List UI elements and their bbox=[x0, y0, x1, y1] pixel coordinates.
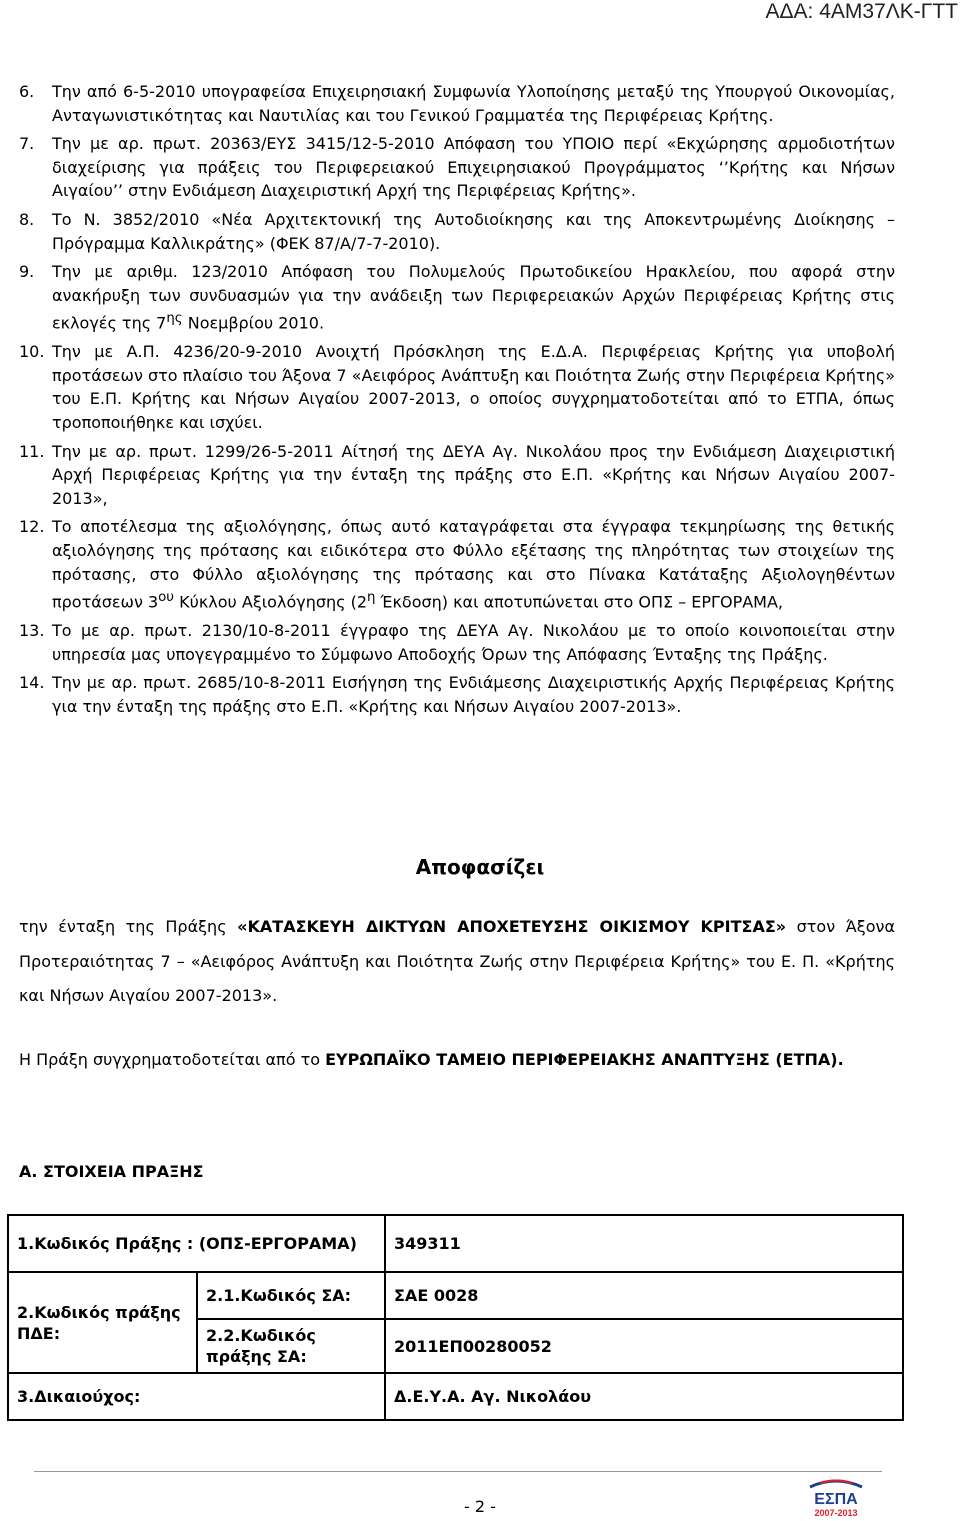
item-text: Το με αρ. πρωτ. 2130/10-8-2011 έγγραφο της ΔΕΥΑ Αγ. Νικολάου με το οποίο κοινοποιείται στην υπηρεσία μας υπογεγραμμένο το Σύμφωνο Αποδοχής Όρων της Απόφασης Ένταξης της Πράξης. bbox=[52, 621, 895, 664]
item-number: 12. bbox=[19, 517, 45, 537]
decision-text: την ένταξη της Πράξης bbox=[19, 917, 238, 936]
table-row bbox=[8, 1215, 903, 1272]
item-text: Την με Α.Π. 4236/20-9-2010 Ανοιχτή Πρόσκληση της Ε.Δ.Α. Περιφέρειας Κρήτης για υποβολή προτάσεων στο πλαίσιο του Άξονα 7 «Αειφόρος Ανάπτυξη και Ποιότητα Ζωής στην Περιφέρεια Κρήτης» του Ε.Π. Κρήτης και Νήσων Αιγαίου 2007-2013, ο οποίος συγχρηματοδοτείται από το ΕΤΠΑ, όπως τροποποιήθηκε και ισχύει. bbox=[52, 342, 895, 433]
item-number: 9. bbox=[19, 262, 35, 282]
item-number: 11. bbox=[19, 441, 45, 461]
item-text-part: Έκδοση) και αποτυπώνεται στο ΟΠΣ – ΕΡΓΟΡΑΜΑ, bbox=[375, 592, 783, 612]
decision-title: Αποφασίζει bbox=[415, 855, 545, 879]
table-cell-label: 3.Δικαιούχος: bbox=[8, 1373, 385, 1420]
page-number: - 2 - bbox=[464, 1497, 496, 1516]
ada-code: ΑΔΑ: 4ΑΜ37ΛΚ-ΓΤΤ bbox=[765, 0, 958, 23]
item-number: 14. bbox=[19, 673, 45, 693]
item-text bbox=[52, 515, 895, 614]
table-cell-label: 1.Κωδικός Πράξης : (ΟΠΣ-ΕΡΓΟΡΑΜΑ) bbox=[8, 1215, 385, 1272]
logo-years: 2007-2013 bbox=[814, 1508, 858, 1518]
item-text-part: Το αποτέλεσμα της αξιολόγησης, όπως αυτό καταγράφεται στα έγγραφα τεκμηρίωσης της θετικής αξιολόγησης της πρότασης και ειδικότερα στο Φύλλο εξέτασης της πληρότητας των στοιχείων της πρότασης, στο Φύλλο αξιολόγησης της πρότασης και στο Πίνακα Κατάταξης Αξιολογηθέντων προτάσεων 3 bbox=[52, 517, 895, 612]
superscript: η bbox=[367, 590, 376, 606]
espa-logo bbox=[806, 1474, 866, 1519]
item-text-part: Κύκλου Αξιολόγησης (2 bbox=[174, 592, 368, 612]
table-row bbox=[8, 1272, 903, 1319]
superscript: ης bbox=[166, 311, 183, 327]
decision-text: στον Άξονα Προτεραιότητας 7 – «Αειφόρος Ανάπτυξη και Ποιότητα Ζωής στην Περιφέρεια Κρήτης» του Ε. Π. «Κρήτης και Νήσων Αιγαίου 2007-2013». bbox=[19, 917, 896, 1005]
table-cell-label: 2.Κωδικός πράξης ΠΔΕ: bbox=[8, 1272, 197, 1373]
item-text: Την με αρ. πρωτ. 20363/ΕΥΣ 3415/12-5-2010 Απόφαση του ΥΠΟΙΟ περί «Εκχώρησης αρμοδιοτήτων διαχείρισης για πράξεις του Περιφερειακού Επιχειρησιακού Προγράμματος ‘’Κρήτης και Νήσων Αιγαίου’’ στην Ενδιάμεση Διαχειριστική Αρχή της Περιφέρειας Κρήτης». bbox=[52, 134, 895, 201]
list-item bbox=[19, 208, 895, 255]
item-text: Την με αρ. πρωτ. 1299/26-5-2011 Αίτησή της ΔΕΥΑ Αγ. Νικολάου προς την Ενδιάμεση Διαχειριστική Αρχή Περιφέρειας Κρήτης για την ένταξη της πράξης στο Ε.Π. «Κρήτης και Νήσων Αιγαίου 2007-2013», bbox=[52, 441, 895, 508]
footer-divider bbox=[34, 1471, 882, 1472]
considerations-list bbox=[19, 80, 895, 724]
table-cell-value: 2011ΕΠ00280052 bbox=[385, 1319, 903, 1373]
fund-name: ΕΥΡΩΠΑΪΚΟ ΤΑΜΕΙΟ ΠΕΡΙΦΕΡΕΙΑΚΗΣ ΑΝΑΠΤΥΞΗΣ (ΕΤΠΑ). bbox=[325, 1050, 844, 1069]
list-item bbox=[19, 515, 895, 614]
list-item bbox=[19, 619, 895, 666]
item-number: 13. bbox=[19, 621, 45, 641]
decision-paragraph bbox=[19, 910, 895, 1014]
project-title: «ΚΑΤΑΣΚΕΥΗ ΔΙΚΤΥΩΝ ΑΠΟΧΕΤΕΥΣΗΣ ΟΙΚΙΣΜΟΥ ΚΡΙΤΣΑΣ» bbox=[237, 917, 787, 936]
table-cell-value: ΣΑΕ 0028 bbox=[385, 1272, 903, 1319]
item-text bbox=[52, 260, 895, 335]
superscript: ου bbox=[158, 590, 175, 606]
table-cell-label: 2.1.Κωδικός ΣΑ: bbox=[197, 1272, 385, 1319]
list-item bbox=[19, 132, 895, 203]
item-text: Την από 6-5-2010 υπογραφείσα Επιχειρησιακή Συμφωνία Υλοποίησης μεταξύ της Υπουργού Οικονομίας, Ανταγωνιστικότητας και Ναυτιλίας και του Γενικού Γραμματέα της Περιφέρειας Κρήτης. bbox=[52, 82, 895, 125]
list-item bbox=[19, 340, 895, 434]
item-text-part: Νοεμβρίου 2010. bbox=[182, 313, 325, 333]
list-item bbox=[19, 671, 895, 718]
table-cell-value: 349311 bbox=[385, 1215, 903, 1272]
cofund-text: Η Πράξη συγχρηματοδοτείται από το bbox=[19, 1050, 326, 1069]
list-item bbox=[19, 260, 895, 335]
list-item bbox=[19, 80, 895, 127]
cofund-paragraph bbox=[19, 1043, 895, 1078]
item-text: Την με αρ. πρωτ. 2685/10-8-2011 Εισήγηση της Ενδιάμεσης Διαχειριστικής Αρχής Περιφέρειας Κρήτης για την ένταξη της πράξης στο Ε.Π. «Κρήτης και Νήσων Αιγαίου 2007-2013». bbox=[52, 673, 895, 716]
item-text-part: Την με αριθμ. 123/2010 Απόφαση του Πολυμελούς Πρωτοδικείου Ηρακλείου, που αφορά στην ανακήρυξη των συνδυασμών για την ανάδειξη των Περιφερειακών Αρχών Περιφέρειας Κρήτης στις εκλογές της 7 bbox=[52, 262, 895, 333]
table-row bbox=[8, 1373, 903, 1420]
item-number: 10. bbox=[19, 342, 45, 362]
item-text: Το Ν. 3852/2010 «Νέα Αρχιτεκτονική της Αυτοδιοίκησης και της Αποκεντρωμένης Διοίκησης – Πρόγραμμα Καλλικράτης» (ΦΕΚ 87/Α/7-7-2010). bbox=[52, 209, 895, 253]
item-number: 7. bbox=[19, 134, 35, 154]
table-cell-label: 2.2.Κωδικός πράξης ΣΑ: bbox=[197, 1319, 385, 1373]
logo-text: ΕΣΠΑ bbox=[814, 1491, 858, 1508]
table-cell-value: Δ.Ε.Υ.Α. Αγ. Νικολάου bbox=[385, 1373, 903, 1420]
item-number: 6. bbox=[19, 82, 35, 101]
logo-arc bbox=[810, 1481, 862, 1487]
project-info-table bbox=[7, 1214, 904, 1421]
item-number: 8. bbox=[19, 209, 35, 229]
list-item bbox=[19, 440, 895, 511]
section-title: Α. ΣΤΟΙΧΕΙΑ ΠΡΑΞΗΣ bbox=[19, 1162, 204, 1181]
